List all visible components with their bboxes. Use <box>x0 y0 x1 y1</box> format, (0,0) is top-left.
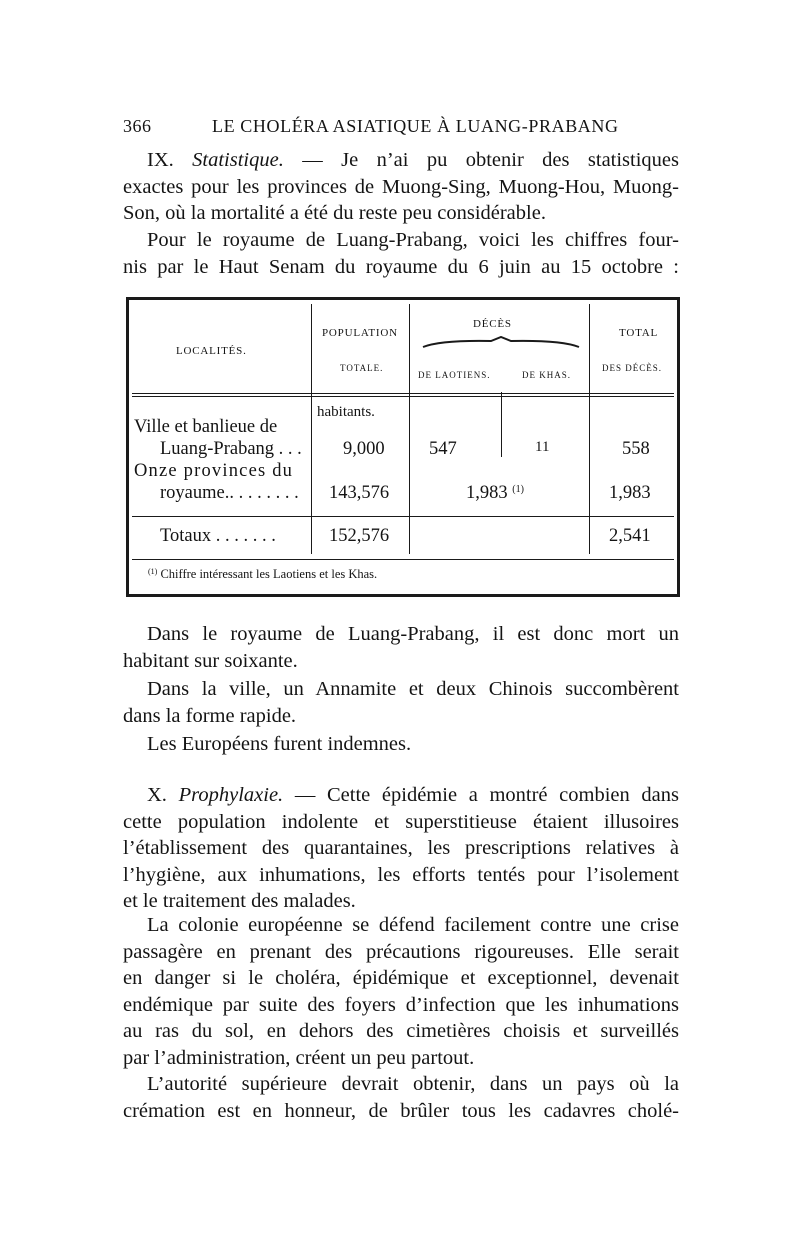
text-line: au ras du sol, en dehors des cimetières choisis et surveillés <box>123 1020 679 1042</box>
totals-label: Totaux . . . . . . . <box>160 526 276 546</box>
text-line: nis par le Haut Senam du royaume du 6 juin au 15 octobre : <box>123 255 679 278</box>
section-label: IX. <box>147 149 174 171</box>
paragraph-colonie <box>123 912 679 1071</box>
population-value: 143,576 <box>329 483 390 503</box>
total-value: 1,983 <box>609 483 651 503</box>
text-line: et le traitement des malades. <box>123 890 356 912</box>
text-line: L’autorité supérieure devrait obtenir, dans un pays où la <box>147 1073 679 1095</box>
column-divider <box>501 392 502 457</box>
text-line: passagère en prenant des précautions rigoureuses. Elle serait <box>123 940 679 963</box>
text-line: La colonie européenne se défend facilement contre une crise <box>147 914 679 936</box>
header-rule <box>132 393 674 394</box>
population-value: 9,000 <box>343 439 385 459</box>
text-line: par l’administration, créent un peu partout. <box>123 1046 475 1069</box>
running-header <box>123 116 679 138</box>
text-line: crémation est en honneur, de brûler tous les cadavres cholé- <box>123 1099 679 1122</box>
section-title: Statistique. <box>192 149 284 171</box>
paragraph-royaume <box>123 621 679 674</box>
header-total-deces: DES DÉCÈS. <box>602 363 663 373</box>
locality-line: Luang-Prabang . . . <box>160 439 302 459</box>
text-line: Les Européens furent indemnes. <box>147 733 412 755</box>
locality-line: Ville et banlieue de <box>134 417 278 437</box>
laotiens-value: 547 <box>429 439 457 459</box>
locality-line: Onze provinces du <box>134 461 294 481</box>
header-localites: LOCALITÉS. <box>176 345 247 357</box>
statistics-table <box>126 297 680 597</box>
khas-value: 11 <box>535 439 550 455</box>
text-line: en danger si le choléra, épidémique et exceptionnel, devenait <box>123 967 679 989</box>
text-line: habitant sur soixante. <box>123 649 298 672</box>
text-line: cette population indolente et superstitieuse étaient illusoires <box>123 810 679 833</box>
paragraph-autorite <box>123 1071 679 1124</box>
paragraph-prophylaxie <box>123 782 679 915</box>
header-population-totale: TOTALE. <box>340 363 384 373</box>
paragraph-chiffres <box>123 227 679 280</box>
header-population: POPULATION <box>322 327 398 339</box>
header-total: TOTAL <box>619 327 658 339</box>
header-deces: DÉCÈS <box>473 318 512 330</box>
totals-deces: 2,541 <box>609 526 651 546</box>
header-laotiens: DE LAOTIENS. <box>418 370 491 380</box>
text-line: X. Prophylaxie. — Cette épidémie a montré combien dans <box>147 784 680 806</box>
paragraph-europeens <box>123 731 679 758</box>
text-line: endémique par suite des foyers d’infection que les inhumations <box>123 993 679 1016</box>
page-number: 366 <box>123 116 152 136</box>
text-line: l’établissement des quarantaines, les prescriptions relatives à <box>123 837 679 859</box>
population-unit: habitants. <box>317 404 375 420</box>
text-line: Pour le royaume de Luang-Prabang, voici les chiffres four- <box>147 229 679 251</box>
total-value: 558 <box>622 439 650 459</box>
text-line: exactes pour les provinces de Muong-Sing, Muong-Hou, Muong- <box>123 175 679 198</box>
text-line: Dans le royaume de Luang-Prabang, il est donc mort un <box>147 623 679 645</box>
totals-population: 152,576 <box>329 526 390 546</box>
section-title: Prophylaxie. <box>178 784 284 806</box>
paragraph-statistique <box>123 147 679 227</box>
footnote-ref: (1) <box>512 484 524 495</box>
text-line: l’hygiène, aux inhumations, les efforts tentés pour l’isolement <box>123 863 679 886</box>
table-footnote: $^{(1)}$ Chiffre intéressant les Laotiens et les Khas. <box>148 567 378 581</box>
text-line: IX. Statistique. — Je n’ai pu obtenir des statistiques <box>147 149 680 171</box>
locality-line: royaume.. . . . . . . . <box>160 483 299 503</box>
brace-icon <box>421 336 581 350</box>
text-line: Son, où la mortalité a été du reste peu considérable. <box>123 202 546 224</box>
header-khas: DE KHAS. <box>522 370 572 380</box>
text-line: Dans la ville, un Annamite et deux Chinois succombèrent <box>147 678 679 700</box>
text-line: dans la forme rapide. <box>123 704 297 727</box>
footnote-rule <box>132 559 674 560</box>
totals-rule <box>132 516 674 517</box>
paragraph-ville <box>123 676 679 729</box>
section-label: X. <box>147 784 167 806</box>
header-rule <box>132 396 674 397</box>
combined-deces-value: 1,983 $^{(1)}$ <box>466 483 524 503</box>
running-title: LE CHOLÉRA ASIATIQUE À LUANG-PRABANG <box>212 116 619 136</box>
